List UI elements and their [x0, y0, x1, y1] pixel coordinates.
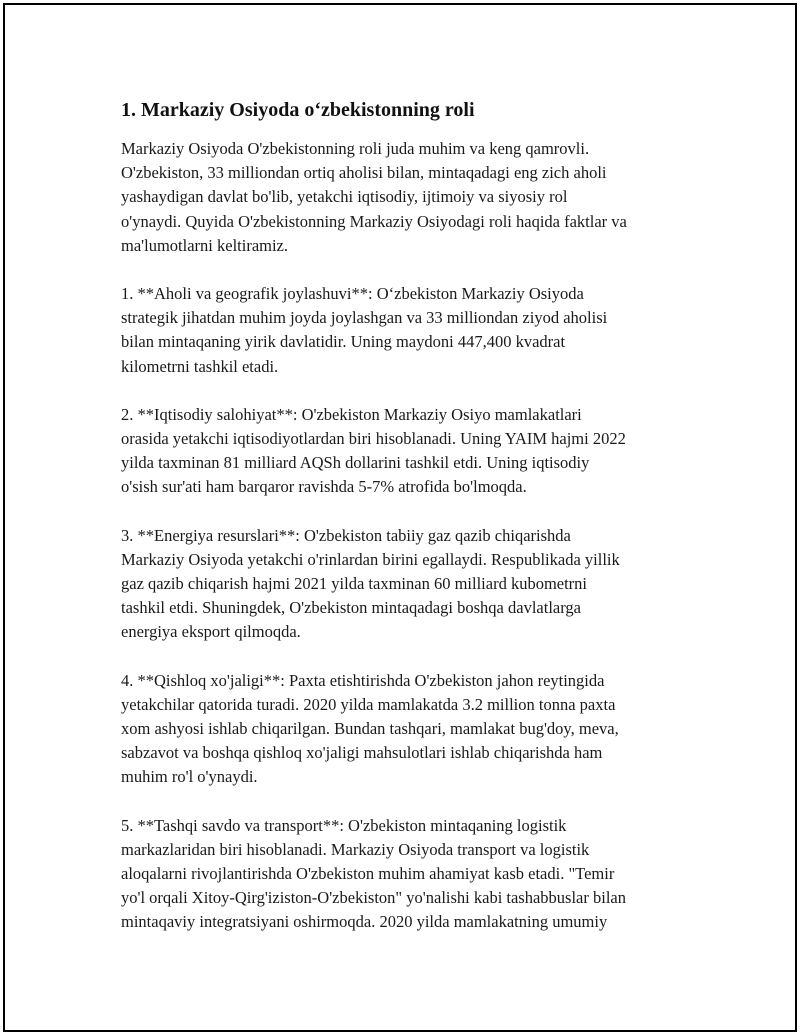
intro-paragraph: [121, 137, 701, 258]
text-line: bilan mintaqaning yirik davlatidir. Uning maydoni 447,400 kvadrat: [121, 332, 566, 352]
text-line: 1. **Aholi va geografik joylashuvi**: O‘zbekiston Markaziy Osiyoda: [121, 284, 584, 304]
list-item-4: [121, 669, 701, 790]
text-line: markazlaridan biri hisoblanadi. Markaziy Osiyoda transport va logistik: [121, 839, 590, 859]
section-heading: 1. Markaziy Osiyoda o‘zbekistonning roli: [121, 99, 475, 121]
text-line: o'ynaydi. Quyida O'zbekistonning Markaziy Osiyodagi roli haqida faktlar va: [121, 211, 627, 231]
text-line: strategik jihatdan muhim joyda joylashgan va 33 milliondan ziyod aholisi: [121, 308, 608, 328]
text-line: muhim ro'l o'ynaydi.: [121, 767, 258, 787]
text-line: aloqalarni rivojlantirishda O'zbekiston muhim ahamiyat kasb etadi. "Temir: [121, 864, 615, 884]
text-line: yashaydigan davlat bo'lib, yetakchi iqtisodiy, ijtimoiy va siyosiy rol: [121, 187, 568, 207]
text-line: sabzavot va boshqa qishloq xo'jaligi mahsulotlari ishlab chiqarishda ham: [121, 743, 603, 763]
text-line: Markaziy Osiyoda O'zbekistonning roli juda muhim va keng qamrovli.: [121, 139, 590, 158]
text-line: mintaqaviy integratsiyani oshirmoqda. 2020 yilda mamlakatning umumiy: [121, 912, 608, 932]
text-line: gaz qazib chiqarish hajmi 2021 yilda taxminan 60 milliard kubometrni: [121, 574, 588, 594]
text-line: 2. **Iqtisodiy salohiyat**: O'zbekiston Markaziy Osiyo mamlakatlari: [121, 404, 582, 424]
text-line: orasida yetakchi iqtisodiyotlardan biri hisoblanadi. Uning YAIM hajmi 2022: [121, 429, 626, 449]
text-line: xom ashyosi ishlab chiqarilgan. Bundan tashqari, mamlakat bug'doy, meva,: [121, 719, 619, 739]
text-line: O'zbekiston, 33 milliondan ortiq aholisi bilan, mintaqadagi eng zich aholi: [121, 163, 607, 183]
text-line: yetakchilar qatorida turadi. 2020 yilda mamlakatda 3.2 million tonna paxta: [121, 694, 616, 714]
page-frame: [3, 3, 797, 1032]
list-item-1: [121, 282, 701, 379]
document-body: [121, 97, 701, 959]
text-line: o'sish sur'ati ham barqaror ravishda 5-7% atrofida bo'lmoqda.: [121, 477, 527, 497]
text-line: yilda taxminan 81 milliard AQSh dollarini tashkil etdi. Uning iqtisodiy: [121, 453, 590, 473]
text-line: kilometrni tashkil etadi.: [121, 356, 279, 376]
text-line: 4. **Qishloq xo'jaligi**: Paxta etishtirishda O'zbekiston jahon reytingida: [121, 670, 605, 690]
text-line: 3. **Energiya resurslari**: O'zbekiston tabiiy gaz qazib chiqarishda: [121, 525, 571, 545]
list-item-2: [121, 403, 701, 500]
text-line: energiya eksport qilmoqda.: [121, 622, 301, 642]
text-line: Markaziy Osiyoda yetakchi o'rinlardan birini egallaydi. Respublikada yillik: [121, 549, 620, 569]
text-line: tashkil etdi. Shuningdek, O'zbekiston mintaqadagi boshqa davlatlarga: [121, 598, 581, 618]
list-item-5: [121, 814, 701, 935]
text-line: ma'lumotlarni keltiramiz.: [121, 235, 289, 255]
paragraph-list: [121, 137, 701, 935]
text-line: yo'l orqali Xitoy-Qirg'iziston-O'zbekiston" yo'nalishi kabi tashabbuslar bilan: [121, 888, 626, 908]
list-item-3: [121, 524, 701, 645]
text-line: 5. **Tashqi savdo va transport**: O'zbekiston mintaqaning logistik: [121, 815, 567, 835]
